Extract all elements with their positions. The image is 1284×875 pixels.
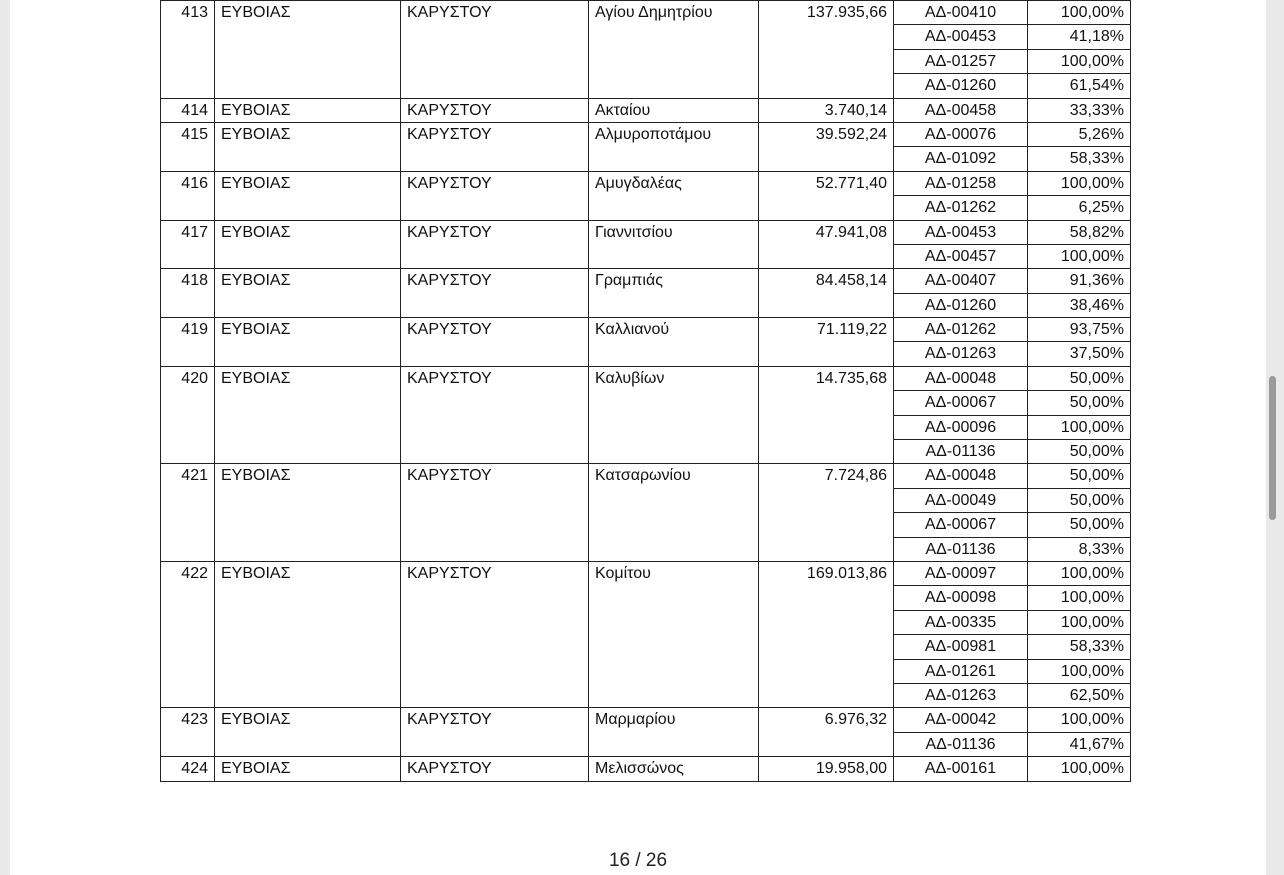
percentage-cell: 100,00%: [1028, 708, 1131, 732]
area-cell: 71.119,22: [759, 318, 894, 367]
table-row: [161, 220, 1131, 244]
municipality-cell: ΚΑΡΥΣΤΟΥ: [401, 269, 589, 318]
table-row: [161, 757, 1131, 781]
percentage-cell: 50,00%: [1028, 366, 1131, 390]
prefecture-cell: ΕΥΒΟΙΑΣ: [215, 269, 401, 318]
municipality-cell: ΚΑΡΥΣΤΟΥ: [401, 366, 589, 464]
community-cell: Καλλιανού: [589, 318, 759, 367]
row-number-cell: 424: [161, 757, 215, 781]
row-number-cell: 419: [161, 318, 215, 367]
prefecture-cell: ΕΥΒΟΙΑΣ: [215, 561, 401, 707]
prefecture-cell: ΕΥΒΟΙΑΣ: [215, 171, 401, 220]
table-row: [161, 366, 1131, 390]
percentage-cell: 38,46%: [1028, 293, 1131, 317]
community-cell: Καλυβίων: [589, 366, 759, 464]
table-row: [161, 98, 1131, 122]
municipality-cell: ΚΑΡΥΣΤΟΥ: [401, 122, 589, 171]
area-cell: 6.976,32: [759, 708, 894, 757]
percentage-cell: 58,82%: [1028, 220, 1131, 244]
percentage-cell: 93,75%: [1028, 318, 1131, 342]
row-number-cell: 418: [161, 269, 215, 318]
percentage-cell: 100,00%: [1028, 561, 1131, 585]
row-number-cell: 416: [161, 171, 215, 220]
prefecture-cell: ΕΥΒΟΙΑΣ: [215, 366, 401, 464]
percentage-cell: 61,54%: [1028, 74, 1131, 98]
code-cell: ΑΔ-01136: [894, 537, 1028, 561]
percentage-cell: 5,26%: [1028, 122, 1131, 146]
code-cell: ΑΔ-00067: [894, 513, 1028, 537]
code-cell: ΑΔ-00335: [894, 610, 1028, 634]
table-row: [161, 171, 1131, 195]
vertical-scrollbar[interactable]: [1269, 376, 1276, 520]
percentage-cell: 50,00%: [1028, 513, 1131, 537]
municipality-cell: ΚΑΡΥΣΤΟΥ: [401, 1, 589, 99]
code-cell: ΑΔ-00048: [894, 464, 1028, 488]
percentage-cell: 33,33%: [1028, 98, 1131, 122]
prefecture-cell: ΕΥΒΟΙΑΣ: [215, 220, 401, 269]
percentage-cell: 100,00%: [1028, 610, 1131, 634]
area-cell: 169.013,86: [759, 561, 894, 707]
code-cell: ΑΔ-01263: [894, 342, 1028, 366]
community-cell: Γιαννιτσίου: [589, 220, 759, 269]
records-table-body: [161, 1, 1131, 782]
percentage-cell: 100,00%: [1028, 171, 1131, 195]
row-number-cell: 413: [161, 1, 215, 99]
prefecture-cell: ΕΥΒΟΙΑΣ: [215, 757, 401, 781]
code-cell: ΑΔ-00161: [894, 757, 1028, 781]
prefecture-cell: ΕΥΒΟΙΑΣ: [215, 464, 401, 562]
percentage-cell: 91,36%: [1028, 269, 1131, 293]
prefecture-cell: ΕΥΒΟΙΑΣ: [215, 98, 401, 122]
municipality-cell: ΚΑΡΥΣΤΟΥ: [401, 561, 589, 707]
code-cell: ΑΔ-00981: [894, 635, 1028, 659]
code-cell: ΑΔ-00458: [894, 98, 1028, 122]
municipality-cell: ΚΑΡΥΣΤΟΥ: [401, 708, 589, 757]
code-cell: ΑΔ-00042: [894, 708, 1028, 732]
code-cell: ΑΔ-00457: [894, 244, 1028, 268]
code-cell: ΑΔ-01260: [894, 293, 1028, 317]
percentage-cell: 8,33%: [1028, 537, 1131, 561]
code-cell: ΑΔ-01260: [894, 74, 1028, 98]
community-cell: Αγίου Δημητρίου: [589, 1, 759, 99]
code-cell: ΑΔ-00453: [894, 25, 1028, 49]
area-cell: 39.592,24: [759, 122, 894, 171]
code-cell: ΑΔ-00096: [894, 415, 1028, 439]
code-cell: ΑΔ-00098: [894, 586, 1028, 610]
code-cell: ΑΔ-01136: [894, 440, 1028, 464]
municipality-cell: ΚΑΡΥΣΤΟΥ: [401, 464, 589, 562]
table-row: [161, 561, 1131, 585]
community-cell: Αλμυροποτάμου: [589, 122, 759, 171]
municipality-cell: ΚΑΡΥΣΤΟΥ: [401, 757, 589, 781]
table-row: [161, 269, 1131, 293]
code-cell: ΑΔ-01258: [894, 171, 1028, 195]
code-cell: ΑΔ-00410: [894, 1, 1028, 25]
code-cell: ΑΔ-01257: [894, 49, 1028, 73]
code-cell: ΑΔ-00097: [894, 561, 1028, 585]
row-number-cell: 414: [161, 98, 215, 122]
community-cell: Γραμπιάς: [589, 269, 759, 318]
row-number-cell: 422: [161, 561, 215, 707]
community-cell: Μαρμαρίου: [589, 708, 759, 757]
table-row: [161, 708, 1131, 732]
code-cell: ΑΔ-00407: [894, 269, 1028, 293]
community-cell: Αμυγδαλέας: [589, 171, 759, 220]
document-page: [10, 0, 1266, 875]
row-number-cell: 417: [161, 220, 215, 269]
table-row: [161, 122, 1131, 146]
table-row: [161, 318, 1131, 342]
area-cell: 47.941,08: [759, 220, 894, 269]
percentage-cell: 100,00%: [1028, 1, 1131, 25]
municipality-cell: ΚΑΡΥΣΤΟΥ: [401, 171, 589, 220]
row-number-cell: 420: [161, 366, 215, 464]
percentage-cell: 50,00%: [1028, 440, 1131, 464]
percentage-cell: 100,00%: [1028, 757, 1131, 781]
table-row: [161, 464, 1131, 488]
municipality-cell: ΚΑΡΥΣΤΟΥ: [401, 220, 589, 269]
percentage-cell: 50,00%: [1028, 464, 1131, 488]
area-cell: 84.458,14: [759, 269, 894, 318]
code-cell: ΑΔ-01262: [894, 318, 1028, 342]
records-table: [160, 0, 1131, 782]
code-cell: ΑΔ-01261: [894, 659, 1028, 683]
code-cell: ΑΔ-01136: [894, 732, 1028, 756]
percentage-cell: 50,00%: [1028, 391, 1131, 415]
code-cell: ΑΔ-00067: [894, 391, 1028, 415]
percentage-cell: 100,00%: [1028, 244, 1131, 268]
area-cell: 7.724,86: [759, 464, 894, 562]
percentage-cell: 50,00%: [1028, 488, 1131, 512]
community-cell: Κομίτου: [589, 561, 759, 707]
area-cell: 14.735,68: [759, 366, 894, 464]
row-number-cell: 415: [161, 122, 215, 171]
percentage-cell: 62,50%: [1028, 683, 1131, 707]
prefecture-cell: ΕΥΒΟΙΑΣ: [215, 1, 401, 99]
prefecture-cell: ΕΥΒΟΙΑΣ: [215, 122, 401, 171]
table-row: [161, 1, 1131, 25]
percentage-cell: 58,33%: [1028, 147, 1131, 171]
code-cell: ΑΔ-01262: [894, 196, 1028, 220]
code-cell: ΑΔ-00048: [894, 366, 1028, 390]
percentage-cell: 41,67%: [1028, 732, 1131, 756]
area-cell: 52.771,40: [759, 171, 894, 220]
community-cell: Κατσαρωνίου: [589, 464, 759, 562]
percentage-cell: 41,18%: [1028, 25, 1131, 49]
code-cell: ΑΔ-01092: [894, 147, 1028, 171]
municipality-cell: ΚΑΡΥΣΤΟΥ: [401, 98, 589, 122]
prefecture-cell: ΕΥΒΟΙΑΣ: [215, 708, 401, 757]
area-cell: 3.740,14: [759, 98, 894, 122]
row-number-cell: 423: [161, 708, 215, 757]
percentage-cell: 100,00%: [1028, 415, 1131, 439]
percentage-cell: 100,00%: [1028, 659, 1131, 683]
percentage-cell: 100,00%: [1028, 49, 1131, 73]
percentage-cell: 58,33%: [1028, 635, 1131, 659]
community-cell: Μελισσώνος: [589, 757, 759, 781]
percentage-cell: 37,50%: [1028, 342, 1131, 366]
percentage-cell: 6,25%: [1028, 196, 1131, 220]
municipality-cell: ΚΑΡΥΣΤΟΥ: [401, 318, 589, 367]
community-cell: Ακταίου: [589, 98, 759, 122]
code-cell: ΑΔ-00453: [894, 220, 1028, 244]
percentage-cell: 100,00%: [1028, 586, 1131, 610]
code-cell: ΑΔ-00049: [894, 488, 1028, 512]
page-number: 16 / 26: [608, 850, 668, 871]
code-cell: ΑΔ-00076: [894, 122, 1028, 146]
row-number-cell: 421: [161, 464, 215, 562]
area-cell: 19.958,00: [759, 757, 894, 781]
prefecture-cell: ΕΥΒΟΙΑΣ: [215, 318, 401, 367]
area-cell: 137.935,66: [759, 1, 894, 99]
code-cell: ΑΔ-01263: [894, 683, 1028, 707]
